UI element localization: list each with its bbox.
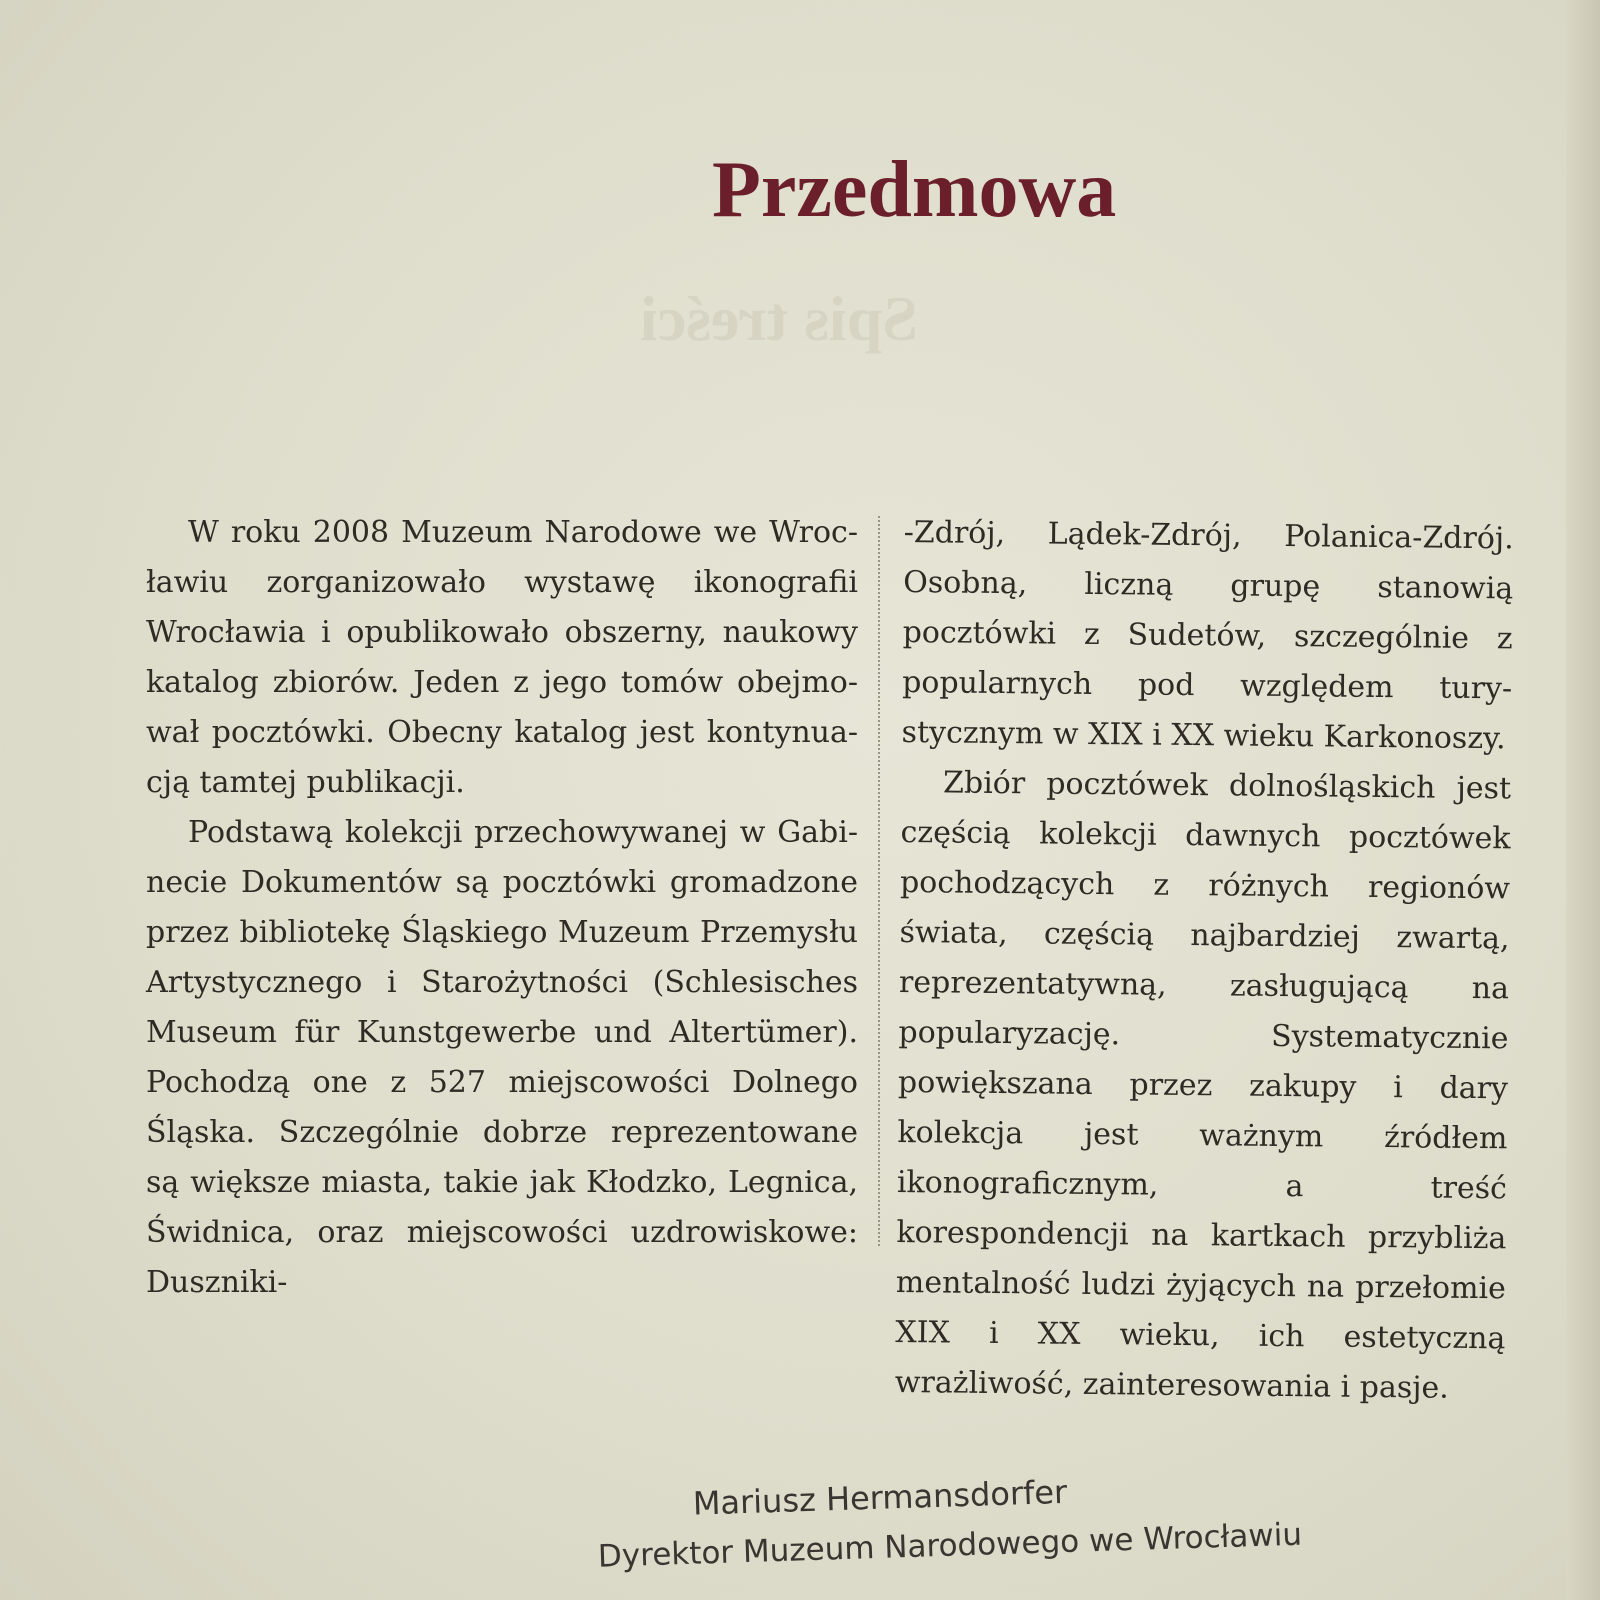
- signature-role: Dyrektor Muzeum Narodowego we Wrocławiu: [597, 1516, 1303, 1575]
- paragraph: -Zdrój, Lądek-Zdrój, Polanica-Zdrój. Osobną, liczną grupę stanowią pocztówki z Sudetów, szczególnie z popularnych pod względem turystycznym w XIX i XX wieku Karkonoszy.: [901, 514, 1514, 757]
- column-divider: [878, 516, 880, 1246]
- text-column-right: [895, 508, 1514, 1414]
- paragraph: W roku 2008 Muzeum Narodowe we Wrocławiu zorganizowało wystawę ikonografii Wrocławia i opublikowało obszerny, naukowy katalog zbiorów. Jeden z jego tomów obejmował pocztówki. Obecny katalog jest kontynuacją tamtej publikacji.: [146, 515, 858, 800]
- paragraph: Podstawą kolekcji przechowywanej w Gabinecie Dokumentów są pocztówki gromadzone przez bibliotekę Śląskiego Muzeum Przemysłu Artystycznego i Starożytności (Schlesisches Museum für Kunstgewerbe und Altertümer). Pochodzą one z 527 miejscowości Dolnego Śląska. Szczególnie dobrze reprezentowane są większe miasta, takie jak Kłodzko, Legnica, Świdnica, oraz miejscowości uzdrowiskowe: Duszniki-: [146, 815, 858, 1300]
- page-edge: [1566, 0, 1600, 1600]
- text-column-left: [146, 508, 858, 1308]
- paragraph: Zbiór pocztówek dolnośląskich jest częścią kolekcji dawnych pocztówek pochodzących z różnych regionów świata, częścią najbardziej zwartą, reprezentatywną, zasługującą na popularyzację. Systematycznie powiększana przez zakupy i dary kolekcja jest ważnym źródłem ikonograficznym, a treść korespondencji na kartkach przybliża mentalność ludzi żyjących na przełomie XIX i XX wieku, ich estetyczną wrażliwość, zainteresowania i pasje.: [894, 765, 1512, 1406]
- signature-name: Mariusz Hermansdorfer: [692, 1472, 1068, 1523]
- show-through-text: Spis treści: [640, 283, 918, 354]
- page-title: Przedmowa: [712, 146, 1117, 234]
